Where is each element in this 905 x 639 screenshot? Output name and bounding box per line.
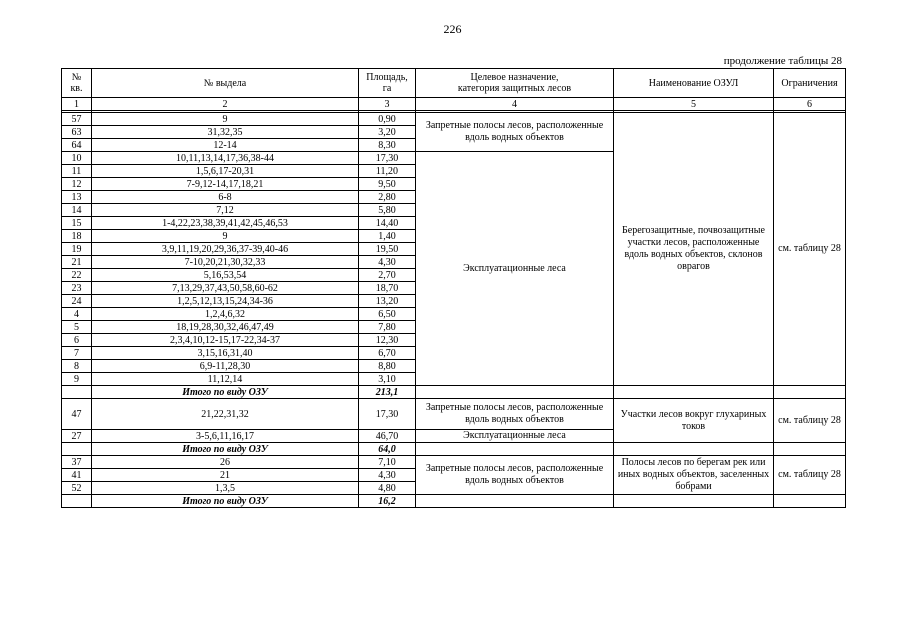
ozul-cell: Участки лесов вокруг глухариных токов: [614, 399, 774, 443]
column-number: 1: [62, 98, 92, 111]
column-number-row: [62, 98, 846, 111]
vydel-cell: 18,19,28,30,32,46,47,49: [92, 321, 359, 334]
vydel-cell: 31,32,35: [92, 126, 359, 139]
kv-cell: 7: [62, 347, 92, 360]
area-cell: 46,70: [359, 430, 416, 443]
vydel-cell: 1,2,4,6,32: [92, 308, 359, 321]
area-cell: 14,40: [359, 217, 416, 230]
area-cell: 13,20: [359, 295, 416, 308]
purpose-cell: Запретные полосы лесов, расположенные вдоль водных объектов: [416, 113, 614, 152]
vydel-cell: 9: [92, 113, 359, 126]
header-kv: № кв.: [62, 69, 92, 98]
restrictions-cell: см. таблицу 28: [774, 456, 846, 495]
kv-cell: 9: [62, 373, 92, 386]
kv-cell: 5: [62, 321, 92, 334]
area-cell: 12,30: [359, 334, 416, 347]
area-cell: 2,70: [359, 269, 416, 282]
vydel-cell: 1,3,5: [92, 482, 359, 495]
vydel-cell: 11,12,14: [92, 373, 359, 386]
vydel-cell: 1,2,5,12,13,15,24,34-36: [92, 295, 359, 308]
kv-cell: 10: [62, 152, 92, 165]
kv-cell: 57: [62, 113, 92, 126]
vydel-cell: 6,9-11,28,30: [92, 360, 359, 373]
area-cell: 7,10: [359, 456, 416, 469]
kv-cell: 14: [62, 204, 92, 217]
area-cell: 6,50: [359, 308, 416, 321]
area-cell: 9,50: [359, 178, 416, 191]
kv-cell: 15: [62, 217, 92, 230]
area-cell: 1,40: [359, 230, 416, 243]
kv-cell: 6: [62, 334, 92, 347]
kv-cell: 4: [62, 308, 92, 321]
restrictions-cell: см. таблицу 28: [774, 113, 846, 386]
area-cell: 8,80: [359, 360, 416, 373]
kv-cell: 8: [62, 360, 92, 373]
area-cell: 8,30: [359, 139, 416, 152]
vydel-cell: 3-5,6,11,16,17: [92, 430, 359, 443]
area-cell: 11,20: [359, 165, 416, 178]
area-cell: 18,70: [359, 282, 416, 295]
vydel-cell: 6-8: [92, 191, 359, 204]
vydel-cell: 1-4,22,23,38,39,41,42,45,46,53: [92, 217, 359, 230]
header-purpose: Целевое назначение, категория защитных лесов: [416, 69, 614, 98]
subtotal-row: [62, 495, 846, 508]
area-cell: 4,30: [359, 256, 416, 269]
kv-cell: 63: [62, 126, 92, 139]
kv-cell: 27: [62, 430, 92, 443]
area-cell: 17,30: [359, 399, 416, 430]
area-cell: 17,30: [359, 152, 416, 165]
kv-cell: 37: [62, 456, 92, 469]
vydel-cell: 21,22,31,32: [92, 399, 359, 430]
vydel-cell: 2,3,4,10,12-15,17-22,34-37: [92, 334, 359, 347]
table-continuation-note: продолжение таблицы 28: [723, 55, 842, 67]
column-number: 4: [416, 98, 614, 111]
column-number: 2: [92, 98, 359, 111]
area-cell: 5,80: [359, 204, 416, 217]
header-restrictions: Ограничения: [774, 69, 846, 98]
restrictions-cell: см. таблицу 28: [774, 399, 846, 443]
kv-cell: 18: [62, 230, 92, 243]
table-header-row: [62, 69, 846, 98]
ozul-cell: Берегозащитные, почвозащитные участки лесов, расположенные вдоль водных объектов, склонов оврагов: [614, 113, 774, 386]
vydel-cell: 1,5,6,17-20,31: [92, 165, 359, 178]
subtotal-value: 16,2: [359, 495, 416, 508]
kv-cell: 11: [62, 165, 92, 178]
vydel-cell: 12-14: [92, 139, 359, 152]
forest-table: [61, 68, 846, 508]
subtotal-label: Итого по виду ОЗУ: [92, 495, 359, 508]
kv-cell: 21: [62, 256, 92, 269]
subtotal-row: [62, 443, 846, 456]
column-number: 3: [359, 98, 416, 111]
area-cell: 2,80: [359, 191, 416, 204]
purpose-cell: Эксплуатационные леса: [416, 430, 614, 443]
kv-cell: 64: [62, 139, 92, 152]
area-cell: 0,90: [359, 113, 416, 126]
vydel-cell: 7-10,20,21,30,32,33: [92, 256, 359, 269]
kv-cell: 19: [62, 243, 92, 256]
header-area: Площадь, га: [359, 69, 416, 98]
vydel-cell: 26: [92, 456, 359, 469]
purpose-cell: Запретные полосы лесов, расположенные вдоль водных объектов: [416, 399, 614, 430]
vydel-cell: 7,12: [92, 204, 359, 217]
table-row: [62, 399, 846, 430]
column-number: 6: [774, 98, 846, 111]
vydel-cell: 7,13,29,37,43,50,58,60-62: [92, 282, 359, 295]
kv-cell: 12: [62, 178, 92, 191]
table-row: [62, 456, 846, 469]
table-row: [62, 113, 846, 126]
page-number: 226: [443, 22, 462, 36]
vydel-cell: 3,9,11,19,20,29,36,37-39,40-46: [92, 243, 359, 256]
purpose-cell: Запретные полосы лесов, расположенные вдоль водных объектов: [416, 456, 614, 495]
subtotal-row: [62, 386, 846, 399]
kv-cell: 22: [62, 269, 92, 282]
kv-cell: 13: [62, 191, 92, 204]
vydel-cell: 21: [92, 469, 359, 482]
area-cell: 7,80: [359, 321, 416, 334]
vydel-cell: 3,15,16,31,40: [92, 347, 359, 360]
kv-cell: 47: [62, 399, 92, 430]
vydel-cell: 7-9,12-14,17,18,21: [92, 178, 359, 191]
kv-cell: 24: [62, 295, 92, 308]
area-cell: 3,10: [359, 373, 416, 386]
area-cell: 4,80: [359, 482, 416, 495]
kv-cell: 41: [62, 469, 92, 482]
ozul-cell: Полосы лесов по берегам рек или иных водных объектов, заселенных бобрами: [614, 456, 774, 495]
header-ozul: Наименование ОЗУЛ: [614, 69, 774, 98]
subtotal-label: Итого по виду ОЗУ: [92, 443, 359, 456]
header-vydel: № выдела: [92, 69, 359, 98]
vydel-cell: 9: [92, 230, 359, 243]
column-number: 5: [614, 98, 774, 111]
vydel-cell: 10,11,13,14,17,36,38-44: [92, 152, 359, 165]
area-cell: 19,50: [359, 243, 416, 256]
kv-cell: 52: [62, 482, 92, 495]
subtotal-value: 64,0: [359, 443, 416, 456]
area-cell: 6,70: [359, 347, 416, 360]
area-cell: 4,30: [359, 469, 416, 482]
kv-cell: 23: [62, 282, 92, 295]
subtotal-value: 213,1: [359, 386, 416, 399]
area-cell: 3,20: [359, 126, 416, 139]
vydel-cell: 5,16,53,54: [92, 269, 359, 282]
subtotal-label: Итого по виду ОЗУ: [92, 386, 359, 399]
purpose-cell: Эксплуатационные леса: [416, 152, 614, 386]
